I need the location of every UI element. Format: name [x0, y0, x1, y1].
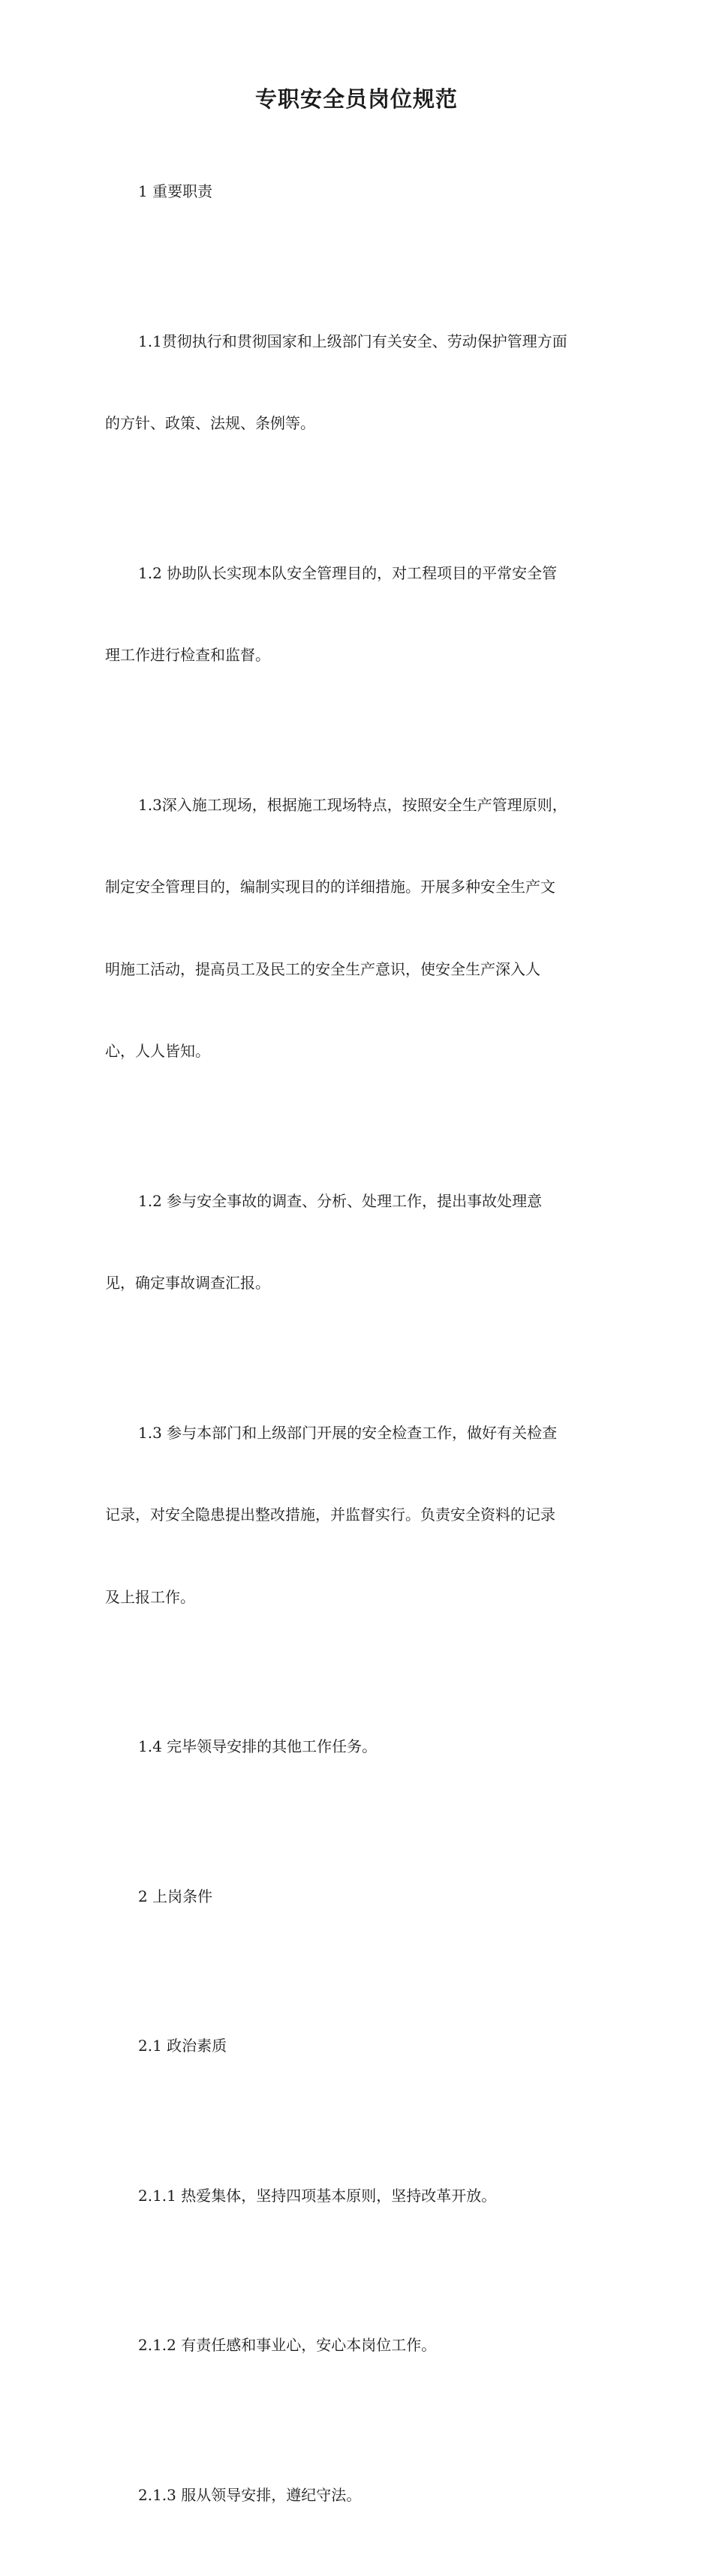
paragraph-line: 1.3深入施工现场，根据施工现场特点，按照安全生产管理原则， — [138, 795, 567, 814]
paragraph — [105, 737, 608, 1120]
document-title: 专职安全员岗位规范 — [254, 86, 458, 112]
paragraph — [105, 2277, 608, 2414]
paragraph-line: 2.1 政治素质 — [138, 2037, 227, 2055]
paragraph-line: 1.1贯彻执行和贯彻国家和上级部门有关安全、劳动保护管理方面 — [138, 332, 567, 350]
paragraph — [105, 2427, 608, 2564]
paragraph — [105, 1678, 608, 1815]
paragraph-line: 1.2 参与安全事故的调查、分析、处理工作，提出事故处理意 — [138, 1191, 543, 1210]
paragraph-line: 制定安全管理目的，编制实现目的的详细措施。开展多种安全生产文 — [105, 878, 555, 896]
paragraph — [105, 1365, 608, 1666]
paragraph-line: 的方针、政策、法规、条例等。 — [105, 414, 315, 432]
paragraph-line: 理工作进行检查和监督。 — [105, 646, 270, 664]
paragraph-line: 1.4 完毕领导安排的其他工作任务。 — [138, 1737, 378, 1755]
paragraph — [105, 1977, 608, 2115]
paragraph-line: 心，人人皆知。 — [105, 1042, 210, 1060]
paragraph-line: 明施工活动，提高员工及民工的安全生产意识，使安全生产深入人 — [105, 959, 540, 978]
paragraph-line: 1.2 协助队长实现本队安全管理目的，对工程项目的平常安全管 — [138, 563, 558, 582]
paragraph-line: 2.1.1 热爱集体，坚持四项基本原则，坚持改革开放。 — [138, 2186, 497, 2205]
paragraph-line: 1.3 参与本部门和上级部门开展的安全检查工作，做好有关检查 — [138, 1423, 558, 1442]
paragraph-line: 见，确定事故调查汇报。 — [105, 1274, 270, 1292]
paragraph — [105, 1133, 608, 1352]
paragraph-line: 1 重要职责 — [138, 182, 213, 200]
paragraph — [105, 123, 608, 260]
paragraph-line: 2.1.2 有责任感和事业心，安心本岗位工作。 — [138, 2336, 437, 2354]
document-body — [105, 123, 608, 2576]
paragraph — [105, 505, 608, 724]
paragraph-line: 记录，对安全隐患提出整改措施，并监督实行。负责安全资料的记录 — [105, 1506, 555, 1524]
paragraph — [105, 273, 608, 492]
paragraph-line: 2.1.3 服从领导安排，遵纪守法。 — [138, 2485, 362, 2504]
paragraph-line: 及上报工作。 — [105, 1587, 195, 1606]
paragraph-line: 2 上岗条件 — [138, 1887, 213, 1905]
paragraph — [105, 2127, 608, 2265]
paragraph — [105, 1828, 608, 1965]
